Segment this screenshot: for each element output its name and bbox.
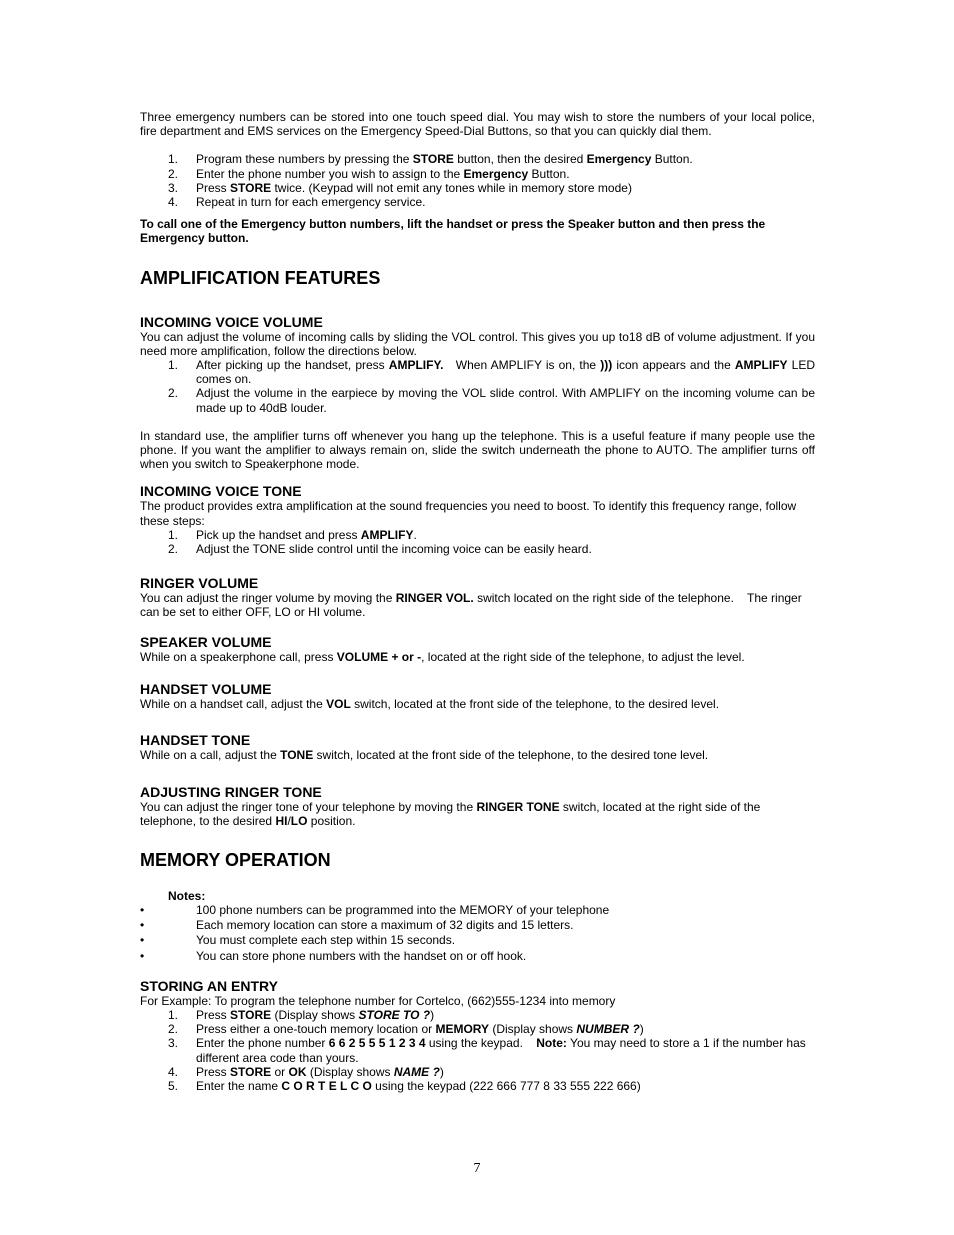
paragraph: While on a handset call, adjust the VOL switch, located at the front side of the telephone, to the desired level. — [140, 696, 720, 711]
list-item: • You can store phone numbers with the handset on or off hook. — [140, 948, 527, 963]
paragraph: The product provides extra amplification at the sound frequencies you need to boost. To identify this frequency range, follow these steps: — [140, 499, 797, 528]
heading-handset-tone: HANDSET TONE — [140, 732, 251, 749]
list-item: 2. Adjust the volume in the earpiece by moving the VOL slide control. With AMPLIFY on the incoming volume can be made up to 40dB louder. — [168, 386, 815, 415]
list-item: 3. Press STORE twice. (Keypad will not emit any tones while in memory store mode) — [168, 180, 632, 195]
intro-paragraph: Three emergency numbers can be stored into one touch speed dial. You may wish to store the numbers of your local police, fire department and EMS services on the Emergency Speed-Dial Buttons, so that you can quickly dial them. — [140, 110, 815, 139]
heading-storing-an-entry: STORING AN ENTRY — [140, 977, 278, 994]
heading-incoming-voice-volume: INCOMING VOICE VOLUME — [140, 313, 323, 330]
heading-incoming-voice-tone: INCOMING VOICE TONE — [140, 483, 302, 500]
emergency-call-note: To call one of the Emergency button numbers, lift the handset or press the Speaker button and then press the Emergency button. — [140, 217, 766, 246]
list-item: 2. Press either a one-touch memory location or MEMORY (Display shows NUMBER ?) — [168, 1022, 644, 1037]
heading-ringer-volume: RINGER VOLUME — [140, 575, 259, 592]
list-item: 4. Press STORE or OK (Display shows NAME ?) — [168, 1064, 444, 1079]
list-item: • 100 phone numbers can be programmed into the MEMORY of your telephone — [140, 902, 610, 917]
list-item: 3. Enter the phone number 6 6 2 5 5 5 1 2 3 4 using the keypad. Note: You may need to store a 1 if the number has different area code than yours. — [168, 1036, 806, 1065]
paragraph: While on a call, adjust the TONE switch, located at the front side of the telephone, to the desired tone level. — [140, 748, 709, 763]
storing-steps — [140, 1008, 815, 1093]
heading-adjusting-ringer-tone: ADJUSTING RINGER TONE — [140, 784, 322, 801]
list-item: 2. Adjust the TONE slide control until the incoming voice can be easily heard. — [168, 542, 592, 557]
list-item: • Each memory location can store a maximum of 32 digits and 15 letters. — [140, 918, 574, 933]
heading-handset-volume: HANDSET VOLUME — [140, 680, 272, 697]
paragraph: You can adjust the volume of incoming calls by sliding the VOL control. This gives you up to18 dB of volume adjustment. If you need more amplification, follow the directions below. — [140, 329, 815, 358]
notes-title: Notes: — [168, 888, 206, 903]
manual-page — [140, 110, 815, 1093]
list-item: 4. Repeat in turn for each emergency service. — [168, 195, 426, 210]
paragraph: You can adjust the ringer volume by moving the RINGER VOL. switch located on the right side of the telephone. The ringer can be set to either OFF, LO or HI volume. — [140, 591, 806, 620]
list-item: 2. Enter the phone number you wish to assign to the Emergency Button. — [168, 166, 570, 181]
list-item: • You must complete each step within 15 seconds. — [140, 933, 456, 948]
paragraph: You can adjust the ringer tone of your telephone by moving the RINGER TONE switch, located at the right side of the telephone, to the desired HI/LO position. — [140, 800, 761, 829]
heading-speaker-volume: SPEAKER VOLUME — [140, 633, 272, 650]
list-item: 1. After picking up the handset, press AMPLIFY. When AMPLIFY is on, the ))) icon appears and the AMPLIFY LED comes on. — [168, 358, 816, 387]
list-item: 1. Program these numbers by pressing the STORE button, then the desired Emergency Button. — [168, 152, 693, 167]
paragraph: In standard use, the amplifier turns off whenever you hang up the telephone. This is a useful feature if many people use the phone. If you want the amplifier to always remain on, slide the switch underneath the phone to AUTO. The amplifier turns off when you switch to Speakerphone mode. — [140, 428, 815, 472]
list-item: 1. Press STORE (Display shows STORE TO ?) — [168, 1007, 435, 1022]
emergency-steps — [140, 152, 815, 209]
section-title-memory-operation: MEMORY OPERATION — [140, 849, 331, 870]
list-item: 5. Enter the name C O R T E L C O using the keypad (222 666 777 8 33 555 222 666) — [168, 1078, 641, 1093]
paragraph: While on a speakerphone call, press VOLUME + or -, located at the right side of the telephone, to adjust the level. — [140, 649, 745, 664]
section-title-amplification: AMPLIFICATION FEATURES — [140, 267, 381, 288]
notes-list — [140, 903, 815, 963]
page-number: 7 — [473, 1161, 481, 1176]
list-item: 1. Pick up the handset and press AMPLIFY. — [168, 527, 417, 542]
paragraph: For Example: To program the telephone number for Cortelco, (662)555-1234 into memory — [140, 993, 616, 1008]
